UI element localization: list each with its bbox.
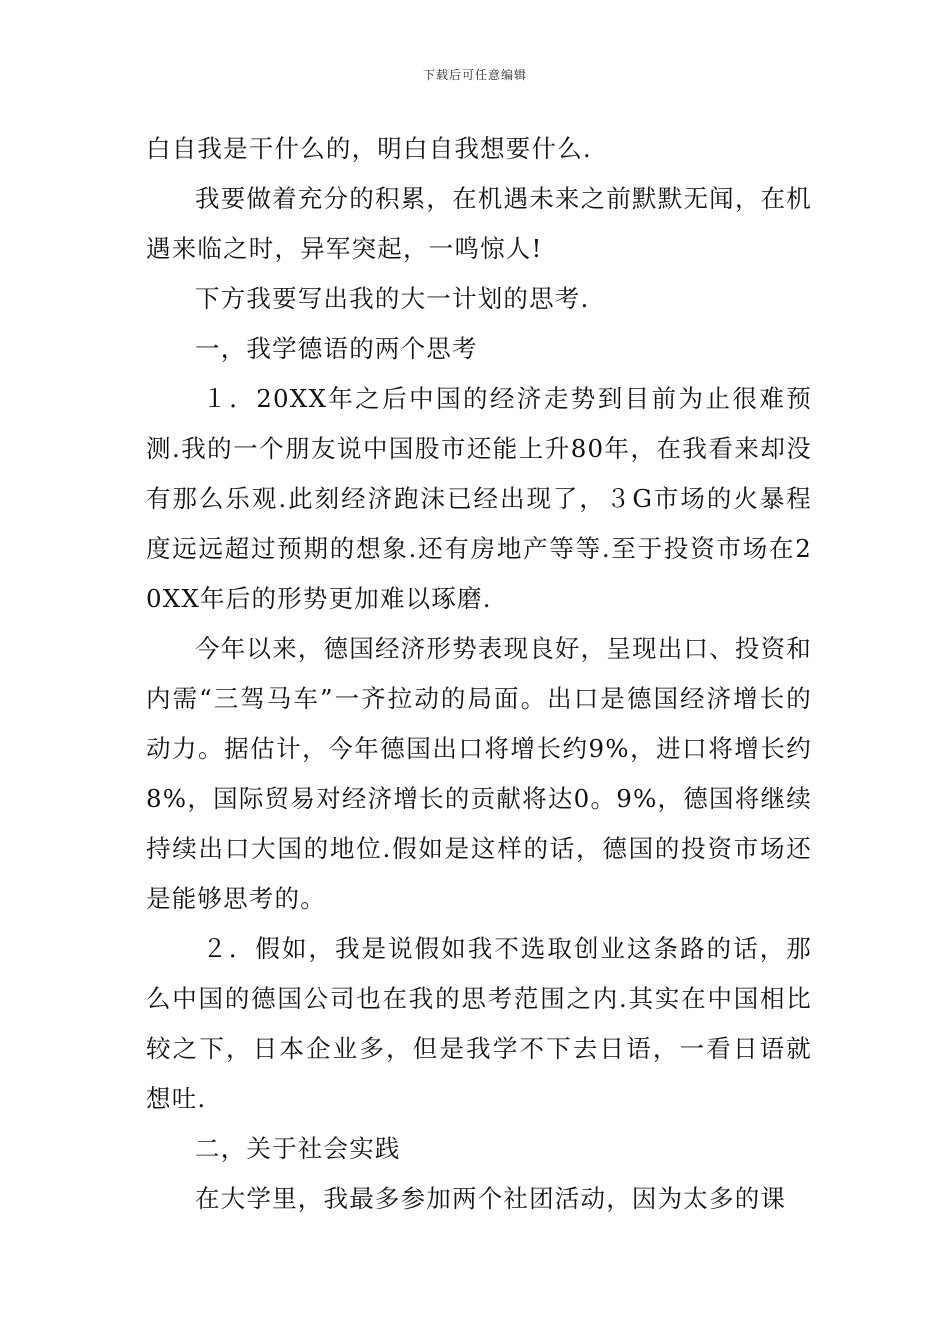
paragraph-point-1: １．20XX年之后中国的经济走势到目前为止很难预测.我的一个朋友说中国股市还能上升80年，在我看来却没有那么乐观.此刻经济跑沫已经出现了，３G市场的火暴程度远远超过预期的想象.还有房地产等等.至于投资市场在20XX年后的形势更加难以琢磨. [146, 384, 812, 613]
paragraph-continuation: 白自我是干什么的，明白自我想要什么. [146, 134, 592, 163]
page-header: 下载后可任意编辑 [422, 68, 527, 82]
paragraph-point-2: ２．假如，我是说假如我不选取创业这条路的话，那么中国的德国公司也在我的思考范围之内.其实在中国相比较之下，日本企业多，但是我学不下去日语，一看日语就想吐. [146, 934, 812, 1113]
section-heading-german: 一，我学德语的两个思考 [195, 334, 478, 363]
paragraph-german-economy: 今年以来，德国经济形势表现良好，呈现出口、投资和内需“三驾马车”一齐拉动的局面。出口是德国经济增长的动力。据估计，今年德国出口将增长约9%，进口将增长约8%，国际贸易对经济增长的贡献将达0。9%，德国将继续持续出口大国的地位.假如是这样的话，德国的投资市场还是能够思考的。 [146, 634, 812, 913]
paragraph-clubs: 在大学里，我最多参加两个社团活动，因为太多的课 [195, 1184, 787, 1213]
paragraph-accumulation: 我要做着充分的积累，在机遇未来之前默默无闻，在机遇来临之时，异军突起，一鸣惊人! [146, 184, 812, 263]
section-heading-practice: 二，关于社会实践 [195, 1134, 401, 1163]
paragraph-plan-intro: 下方我要写出我的大一计划的思考. [195, 284, 590, 313]
document-body [146, 124, 812, 1224]
